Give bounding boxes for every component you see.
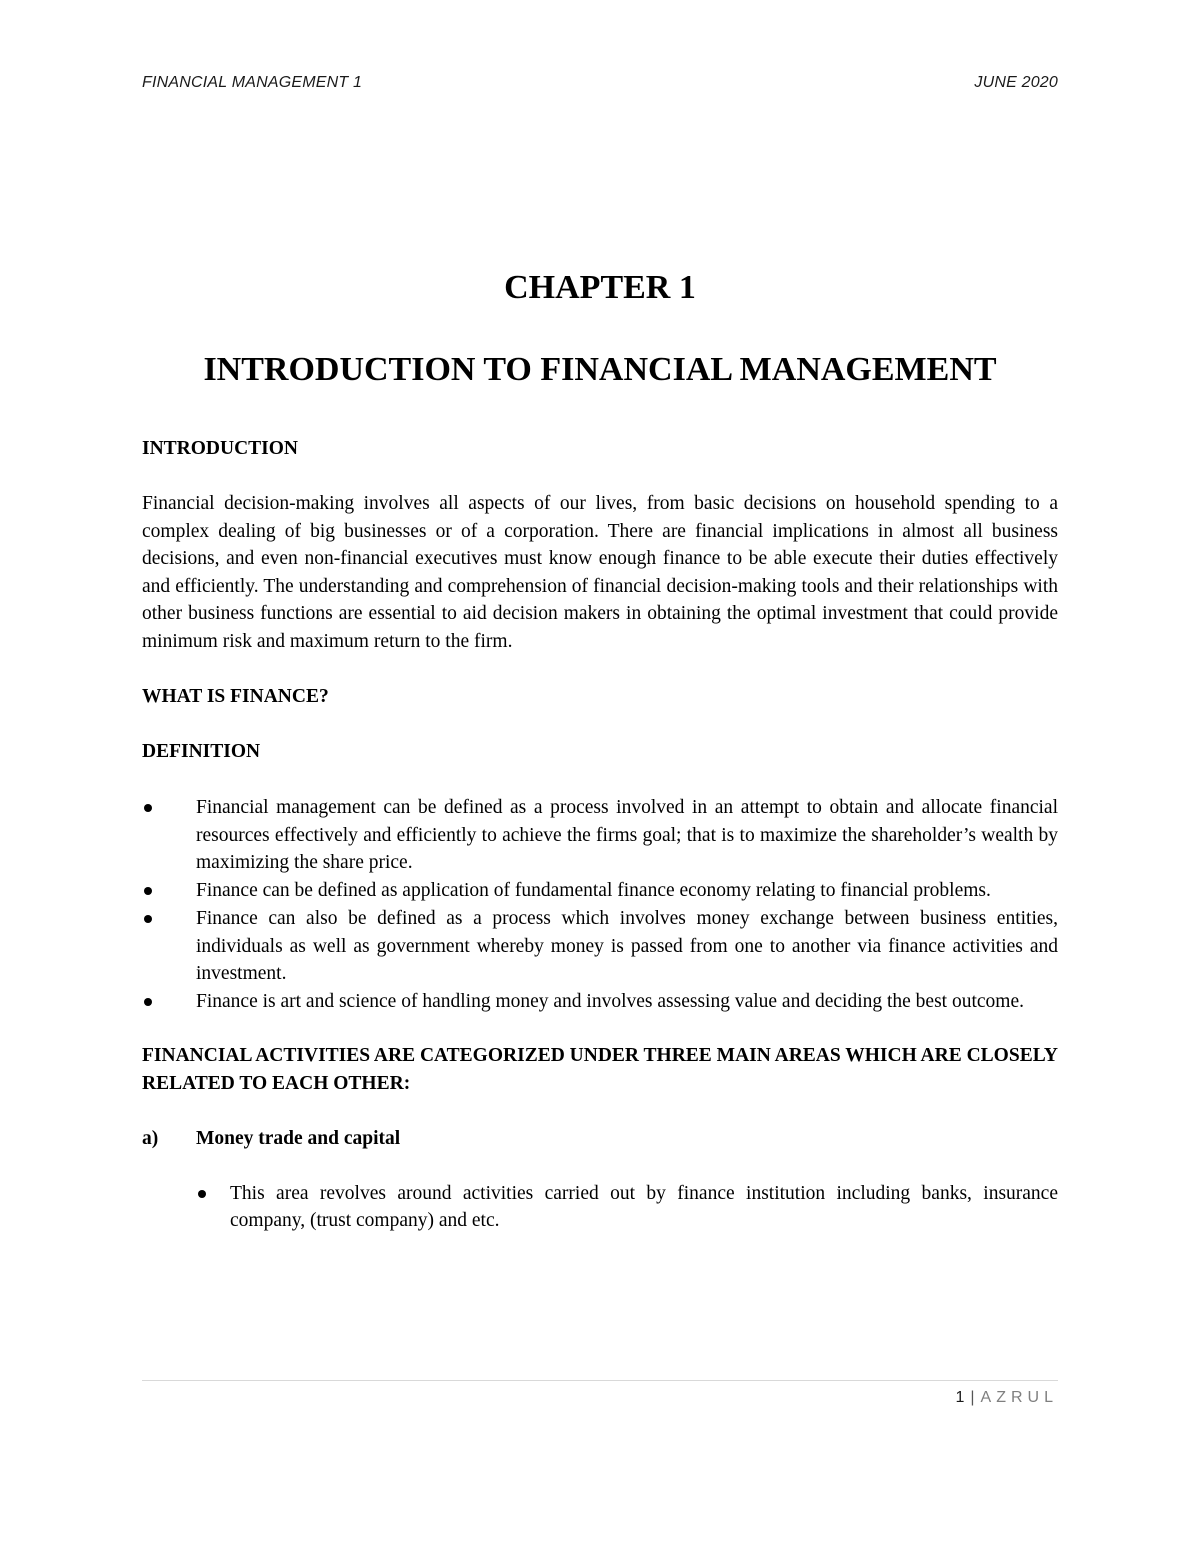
introduction-paragraph: Financial decision-making involves all aspects of our lives, from basic decisions on household spending to a complex dealing of big businesses or of a corporation. There are financial implications in almost all business decisions, and even non-financial executives must know enough finance to be able execute their duties effectively and efficiently. The understanding and comprehension of financial decision-making tools and their relationships with other business functions are essential to aid decision makers in obtaining the optimal investment that could provide minimum risk and maximum return to the firm. — [142, 493, 1058, 652]
bullet-icon — [144, 998, 152, 1006]
bullet-icon — [144, 804, 152, 812]
header-left: FINANCIAL MANAGEMENT 1 — [142, 74, 363, 91]
page-number: 1 — [955, 1389, 965, 1406]
what-is-finance-heading: WHAT IS FINANCE? — [142, 686, 329, 707]
bullet-icon — [198, 1190, 206, 1198]
area-letter: a) — [142, 1127, 159, 1149]
header-right: JUNE 2020 — [974, 74, 1058, 91]
definition-text: Finance can be defined as application of fundamental finance economy relating to financial problems. — [196, 880, 991, 902]
bullet-icon — [144, 915, 152, 923]
definition-item — [142, 794, 1058, 877]
introduction-heading: INTRODUCTION — [142, 438, 299, 459]
page-header — [142, 74, 1058, 92]
definition-text: Finance can also be defined as a process which involves money exchange between business entities, individuals as well as government whereby money is passed from one to another via finance activities and investment. — [196, 907, 1058, 985]
bullet-icon — [144, 887, 152, 895]
footer-separator: | — [970, 1389, 975, 1406]
definition-item — [142, 988, 1058, 1016]
area-item-heading — [142, 1125, 1058, 1153]
area-point — [196, 1180, 1058, 1235]
page-footer — [955, 1389, 1058, 1407]
footer-divider — [142, 1380, 1058, 1381]
page-content — [142, 262, 1058, 1235]
definition-item — [142, 905, 1058, 988]
area-title: Money trade and capital — [196, 1127, 401, 1149]
footer-author: AZRUL — [980, 1389, 1058, 1406]
definition-text: Financial management can be defined as a process involved in an attempt to obtain and allocate financial resources effectively and efficiently to achieve the firms goal; that is to maximize the shareholder’s wealth by maximizing the share price. — [196, 797, 1058, 874]
definition-item — [142, 877, 1058, 905]
definition-heading: DEFINITION — [142, 741, 261, 762]
definition-list — [142, 794, 1058, 1016]
areas-heading: FINANCIAL ACTIVITIES ARE CATEGORIZED UNDER THREE MAIN AREAS WHICH ARE CLOSELY RELATED TO EACH OTHER: — [142, 1044, 1058, 1094]
area-point-text: This area revolves around activities carried out by finance institution including banks, insurance company, (trust company) and etc. — [230, 1182, 1058, 1232]
area-points-list — [196, 1180, 1058, 1235]
definition-text: Finance is art and science of handling money and involves assessing value and deciding the best outcome. — [196, 990, 1024, 1012]
chapter-number: CHAPTER 1 — [504, 269, 696, 306]
chapter-title: INTRODUCTION TO FINANCIAL MANAGEMENT — [203, 351, 997, 388]
